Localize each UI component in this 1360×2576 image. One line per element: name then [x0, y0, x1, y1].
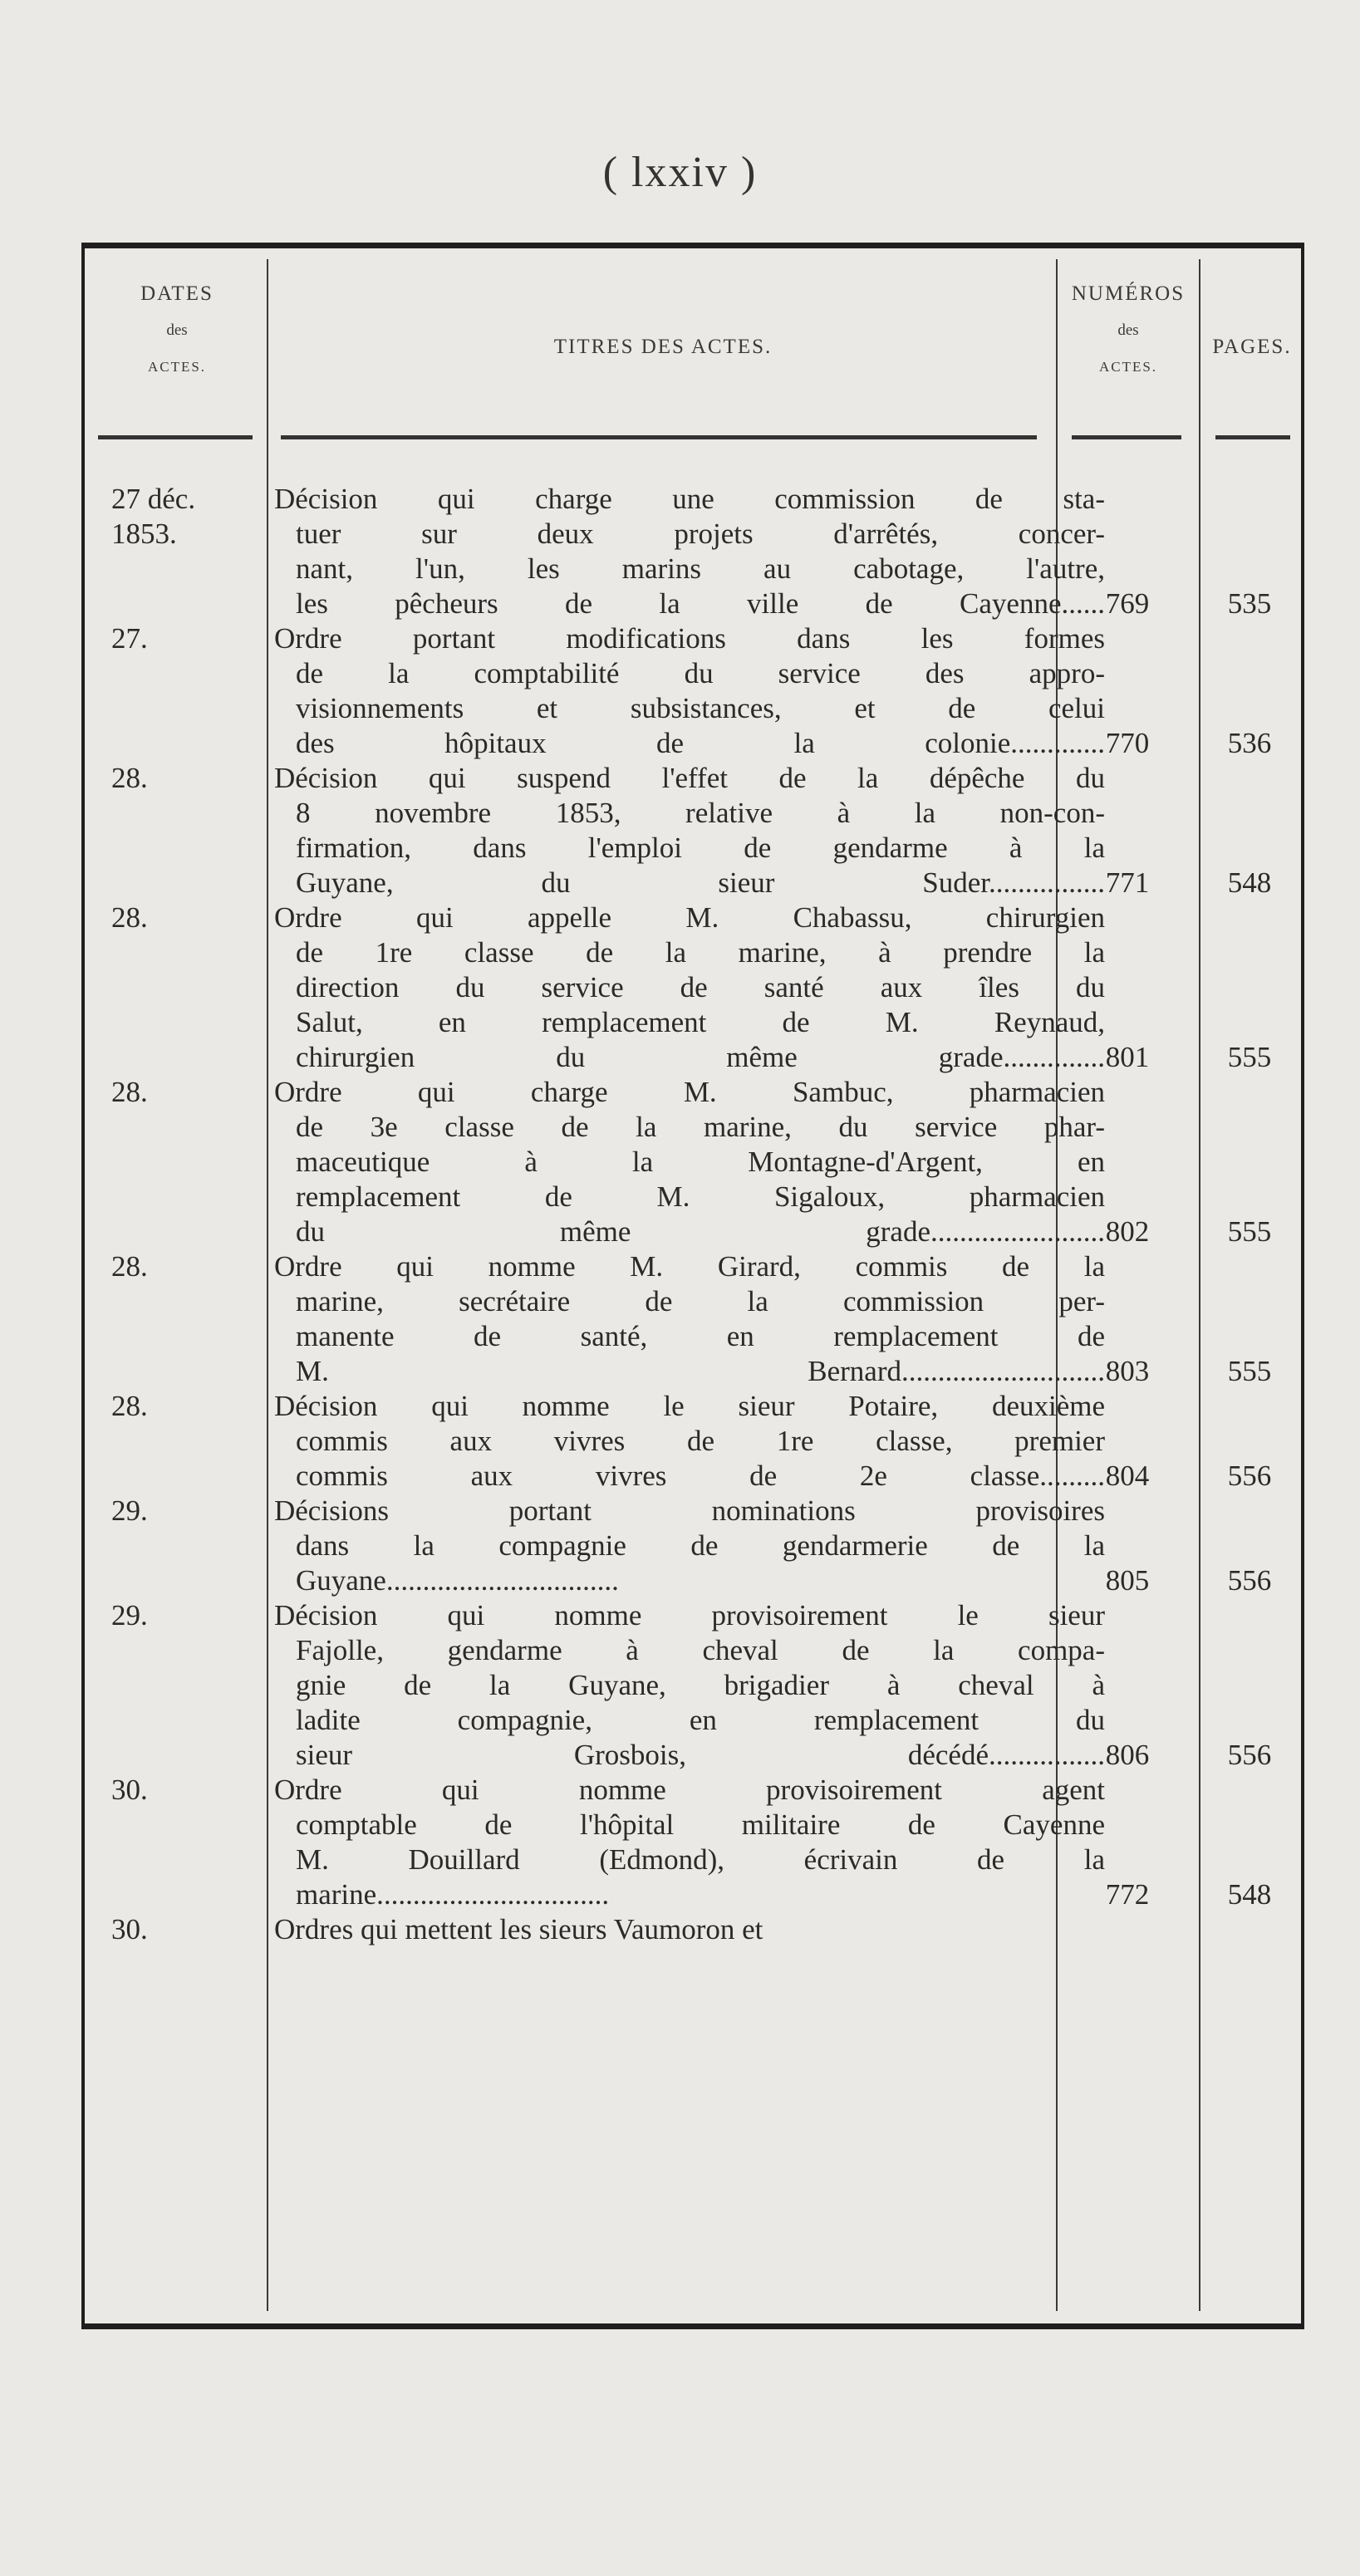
row-title-line: Ordre qui nomme provisoirement agent — [274, 1774, 1105, 1806]
row-title — [274, 1075, 1105, 1249]
header-numeros: NUMÉROS des ACTES. — [1071, 282, 1186, 375]
bottom-rule — [81, 2323, 1304, 2329]
row-numero: 769 — [1105, 587, 1150, 620]
row-title-line: tuer sur deux projets d'arrêtés, concer- — [296, 518, 1105, 550]
row-title-line: les pêcheurs de la ville de Cayenne...... — [296, 587, 1105, 620]
row-title-line: firmation, dans l'emploi de gendarme à la — [296, 832, 1105, 864]
row-page: 548 — [1227, 1878, 1272, 1911]
row-title-line: sieur Grosbois, décédé................ — [296, 1739, 1105, 1771]
row-title — [274, 1494, 1105, 1598]
row-title — [274, 1773, 1105, 1912]
row-date: 28. — [111, 1390, 148, 1422]
row-date: 28. — [111, 1076, 148, 1108]
row-date: 28. — [111, 901, 148, 934]
row-title-line: 8 novembre 1853, relative à la non-con- — [296, 797, 1105, 829]
row-title-line: nant, l'un, les marins au cabotage, l'autre, — [296, 552, 1105, 585]
row-title-line: maceutique à la Montagne-d'Argent, en — [296, 1146, 1105, 1178]
header-underline-titles — [281, 435, 1037, 439]
row-title-line: marine................................ — [296, 1878, 610, 1911]
row-title-line: commis aux vivres de 1re classe, premier — [296, 1425, 1105, 1457]
row-title — [274, 482, 1105, 621]
row-date: 27 déc. 1853. — [111, 483, 196, 550]
header-dates: DATES des ACTES. — [140, 282, 214, 375]
row-title-line: M. Bernard............................ — [296, 1355, 1105, 1387]
row-title-line: Salut, en remplacement de M. Reynaud, — [296, 1006, 1105, 1038]
row-title — [274, 1389, 1105, 1494]
row-page: 555 — [1227, 1355, 1272, 1387]
row-title-line: Décision qui suspend l'effet de la dépêche du — [274, 762, 1105, 794]
column-divider-1 — [267, 259, 268, 2311]
row-page: 536 — [1227, 727, 1272, 759]
row-numero: 804 — [1105, 1460, 1150, 1492]
row-title — [274, 1912, 1105, 1947]
row-numero: 772 — [1105, 1878, 1150, 1911]
row-date: 30. — [111, 1913, 148, 1945]
row-title-line: Décisions portant nominations provisoires — [274, 1494, 1105, 1527]
table-frame — [81, 243, 1304, 2329]
row-title-line: de 3e classe de la marine, du service phar- — [296, 1111, 1105, 1143]
row-page: 556 — [1227, 1564, 1272, 1597]
row-numero: 771 — [1105, 866, 1150, 899]
row-title-line: Ordre portant modifications dans les formes — [274, 622, 1105, 655]
row-title-line: Guyane................................ — [296, 1564, 619, 1597]
row-numero: 805 — [1105, 1564, 1150, 1597]
row-title-line: manente de santé, en remplacement de — [296, 1320, 1105, 1352]
header-underline-pages — [1215, 435, 1290, 439]
row-title-line: gnie de la Guyane, brigadier à cheval à — [296, 1669, 1105, 1701]
page-title: ( lxxiv ) — [602, 149, 758, 196]
header-underline-numeros — [1072, 435, 1181, 439]
row-title-line: du même grade........................ — [296, 1215, 1105, 1248]
row-title-line: Ordres qui mettent les sieurs Vaumoron et — [274, 1913, 763, 1945]
row-date: 29. — [111, 1599, 148, 1631]
row-title-line: ladite compagnie, en remplacement du — [296, 1704, 1105, 1736]
header-titles: TITRES DES ACTES. — [553, 336, 773, 358]
row-date: 30. — [111, 1774, 148, 1806]
row-title-line: M. Douillard (Edmond), écrivain de la — [296, 1843, 1105, 1876]
row-title — [274, 1249, 1105, 1389]
row-date: 29. — [111, 1494, 148, 1527]
row-numero: 802 — [1105, 1215, 1150, 1248]
row-title-line: dans la compagnie de gendarmerie de la — [296, 1529, 1105, 1562]
row-title-line: commis aux vivres de 2e classe......... — [296, 1460, 1105, 1492]
row-date: 28. — [111, 1250, 148, 1283]
top-rule — [81, 243, 1304, 248]
row-title-line: Fajolle, gendarme à cheval de la compa- — [296, 1634, 1105, 1666]
row-page: 548 — [1227, 866, 1272, 899]
row-numero: 806 — [1105, 1739, 1150, 1771]
row-title-line: direction du service de santé aux îles du — [296, 971, 1105, 1003]
row-title-line: Guyane, du sieur Suder................ — [296, 866, 1105, 899]
row-title-line: Ordre qui charge M. Sambuc, pharmacien — [274, 1076, 1105, 1108]
header-underline-dates — [98, 435, 253, 439]
row-title-line: chirurgien du même grade.............. — [296, 1041, 1105, 1073]
left-border — [81, 243, 85, 2329]
row-numero: 803 — [1105, 1355, 1150, 1387]
row-date: 27. — [111, 622, 148, 655]
row-title-line: comptable de l'hôpital militaire de Cayenne — [296, 1808, 1105, 1841]
row-numero: 801 — [1105, 1041, 1150, 1073]
row-date: 28. — [111, 762, 148, 794]
row-page: 556 — [1227, 1739, 1272, 1771]
row-title — [274, 1598, 1105, 1773]
row-page: 555 — [1227, 1041, 1272, 1073]
row-title-line: Décision qui nomme provisoirement le sieur — [274, 1599, 1105, 1631]
row-title-line: Décision qui charge une commission de sta- — [274, 483, 1105, 515]
row-title — [274, 900, 1105, 1075]
row-page: 556 — [1227, 1460, 1272, 1492]
row-title-line: Ordre qui appelle M. Chabassu, chirurgien — [274, 901, 1105, 934]
row-title-line: de 1re classe de la marine, à prendre la — [296, 936, 1105, 969]
column-divider-3 — [1199, 259, 1200, 2311]
row-title — [274, 621, 1105, 761]
row-title-line: des hôpitaux de la colonie............. — [296, 727, 1105, 759]
row-title-line: marine, secrétaire de la commission per- — [296, 1285, 1105, 1317]
row-title-line: Décision qui nomme le sieur Potaire, deuxième — [274, 1390, 1105, 1422]
row-title-line: visionnements et subsistances, et de celui — [296, 692, 1105, 724]
row-title-line: Ordre qui nomme M. Girard, commis de la — [274, 1250, 1105, 1283]
row-numero: 770 — [1105, 727, 1150, 759]
right-border — [1301, 243, 1304, 2329]
row-title-line: de la comptabilité du service des appro- — [296, 657, 1105, 689]
row-title-line: remplacement de M. Sigaloux, pharmacien — [296, 1180, 1105, 1213]
header-pages: PAGES. — [1212, 336, 1292, 358]
row-title — [274, 761, 1105, 900]
row-page: 555 — [1227, 1215, 1272, 1248]
row-page: 535 — [1227, 587, 1272, 620]
